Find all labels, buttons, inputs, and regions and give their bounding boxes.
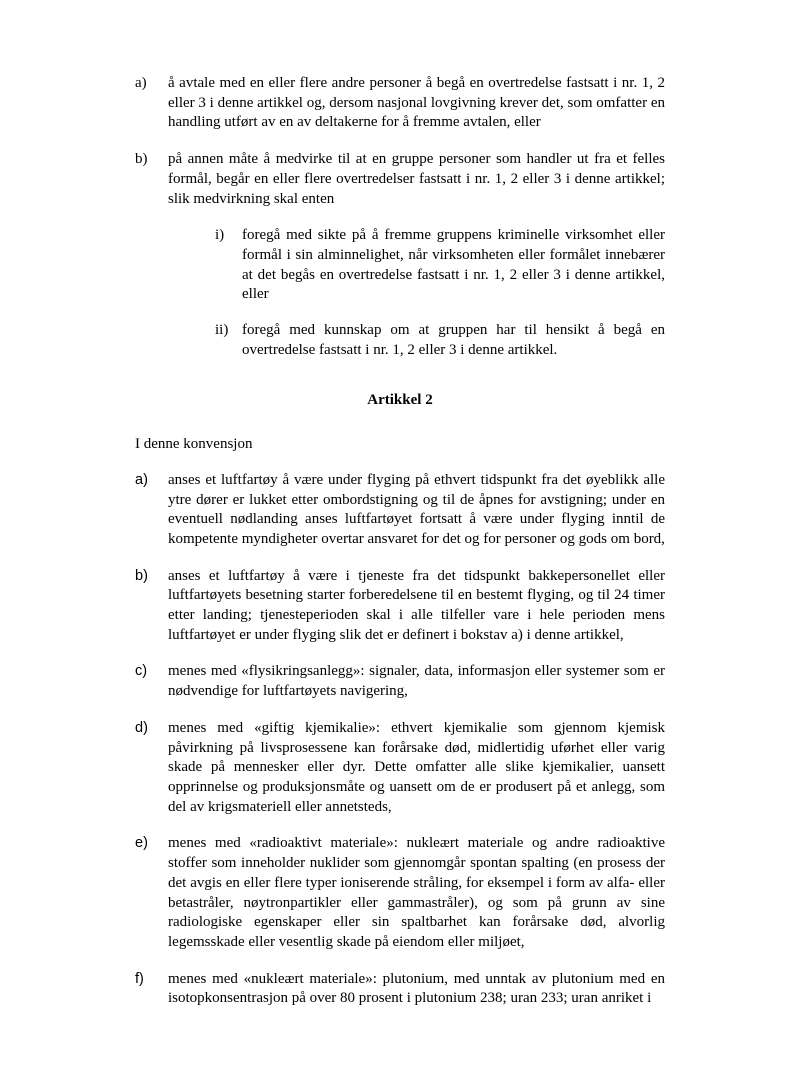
list-marker: e) [135,835,148,852]
sublist-item-ii [215,321,665,360]
list-item-text: menes med «flysikringsanlegg»: signaler, data, informasjon eller systemer som er nødvendige for luftfartøyets navigering, [168,663,665,700]
list-item-b1 [135,150,665,209]
list-item-text: anses et luftfartøy å være under flyging på ethvert tidspunkt fra det øyeblikk alle ytre dører er lukket etter ombordstigning og til de åpnes for avstigning; under en eventuell nødlanding anses luftfartøyet fortsatt å være under flyging inntil de kompetente myndigheter overtar ansvaret for det og for personer og gods om bord, [168,471,665,547]
list-item-text: foregå med kunnskap om at gruppen har til hensikt å begå en overtredelse fastsatt i nr. 1, 2 eller 3 i denne artikkel. [242,322,665,358]
list-item-e2 [135,834,665,952]
list-item-text: anses et luftfartøy å være i tjeneste fra det tidspunkt bakkepersonellet eller luftfartøyets besetning starter forberedelsene til en bestemt flyging, og til 24 timer etter landing; tjenesteperioden skal i alle tilfeller vare i hele perioden mens luftfartøyet er under flyging slik det er definert i bokstav a) i denne artikkel, [168,567,665,643]
list-marker: c) [135,663,148,680]
list-item-text: menes med «giftig kjemikalie»: ethvert kjemikalie som gjennom kjemisk påvirkning på livsprosessene kan forårsake død, midlertidig uførhet eller varig skade på mennesker eller dyr. Dette omfatter alle slike kjemikalier, uansett opprinnelse og produksjonsmåte og uansett om de er produsert på et anlegg, som del av krigsmateriell eller annetsteds, [168,719,665,815]
sublist [215,226,665,360]
list-marker: b) [135,567,148,584]
article-heading: Artikkel 2 [367,392,433,409]
list-marker: a) [135,471,148,488]
list-item-b2 [135,567,665,646]
list-item-text: å avtale med en eller flere andre personer å begå en overtredelse fastsatt i nr. 1, 2 eller 3 i denne artikkel og, dersom nasjonal lovgivning krever det, som omfatter en handling utført av en av deltakerne for å fremme avtalen, eller [168,75,665,131]
list-marker: f) [135,970,144,987]
list-item-text: menes med «nukleært materiale»: plutonium, med unntak av plutonium med en isotopkonsentrasjon på over 80 prosent i plutonium 238; uran 233; uran anriket i [168,970,665,1007]
list-item-text: foregå med sikte på å fremme gruppens kriminelle virksomhet eller formål i sin alminnelighet, når virksomheten eller formålet innebærer at det begås en overtredelse fastsatt i nr. 1, 2 eller 3 i denne artikkel, eller [242,227,665,303]
sublist-item-i [215,226,665,305]
intro-line: I denne konvensjon [135,436,253,453]
list-item-text: på annen måte å medvirke til at en gruppe personer som handler ut fra et felles formål, begår en eller flere overtredelser fastsatt i nr. 1, 2 eller 3 i denne artikkel; slik medvirkning skal enten [168,151,665,207]
list-marker: i) [215,227,225,244]
list-marker: b) [135,151,148,168]
list-item-a1 [135,74,665,133]
list-item-c2 [135,662,665,701]
list-item-d2 [135,719,665,818]
list-marker: a) [135,75,147,91]
list-item-a2 [135,471,665,550]
list-item-f2 [135,970,665,1009]
list-marker: d) [135,719,148,736]
list-item-text: menes med «radioaktivt materiale»: nukleært materiale og andre radioaktive stoffer som inneholder nuklider som gjennomgår spontan spalting (en prosess der det avgis en eller flere typer ioniserende stråling, for eksempel i form av alfa- eller betastråler, nøytronpartikler eller gammastråler), og som på grunn av sine radiologiske egenskaper eller sin spaltbarhet kan forårsake død, alvorlig legemsskade eller vesentlig skade på eiendom eller miljøet, [168,835,665,950]
list-marker: ii) [215,322,229,339]
